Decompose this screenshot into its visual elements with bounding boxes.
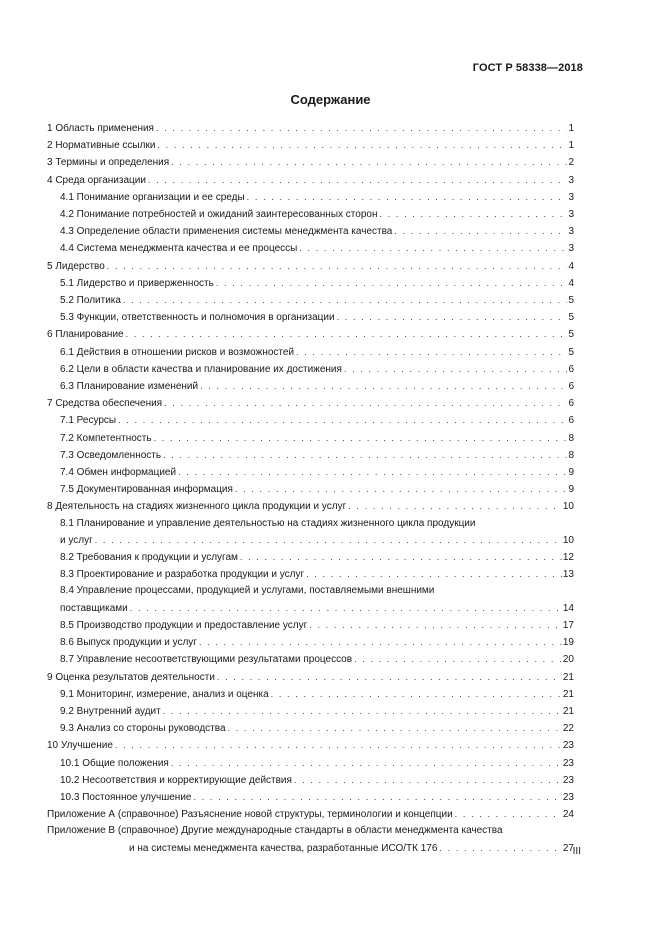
toc-entry-page: 12 <box>562 552 574 564</box>
dot-leader <box>240 549 562 565</box>
toc-entry-page: 24 <box>562 809 574 821</box>
toc-entry[interactable] <box>47 686 574 703</box>
toc-entry[interactable] <box>47 309 574 326</box>
toc-entry-label: 7 Средства обеспечения <box>47 398 163 410</box>
toc-entry[interactable] <box>47 344 574 361</box>
toc-entry-label-continuation: и услуг <box>60 534 93 546</box>
toc-entry-page: 21 <box>562 671 574 683</box>
toc-entry[interactable] <box>47 498 574 515</box>
dot-leader <box>228 720 562 736</box>
toc-entry[interactable] <box>47 566 574 583</box>
dot-leader <box>394 223 567 239</box>
toc-entry-label: 5.3 Функции, ответственность и полномочия в организации <box>60 312 335 324</box>
toc-entry-page: 23 <box>562 774 574 786</box>
toc-entry-label: 8.4 Управление процессами, продукцией и услугами, поставляемыми внешними <box>60 585 435 597</box>
toc-entry-label: 6.1 Действия в отношении рисков и возможностей <box>60 346 295 358</box>
page-number: III <box>572 846 581 857</box>
toc-entry-label: 3 Термины и определения <box>47 157 170 169</box>
toc-entry[interactable] <box>47 326 574 343</box>
dot-leader <box>156 120 567 136</box>
dot-leader <box>294 772 562 788</box>
toc-entry-label: 6.3 Планирование изменений <box>60 381 199 393</box>
toc-title: Содержание <box>290 92 371 107</box>
toc-entry-page: 6 <box>568 363 574 375</box>
toc-entry[interactable] <box>47 583 574 616</box>
toc-entry[interactable] <box>47 172 574 189</box>
toc-entry[interactable] <box>47 258 574 275</box>
toc-entry-label: 1 Область применения <box>47 123 154 134</box>
toc-entry-page: 1 <box>568 140 574 152</box>
dot-leader <box>379 206 567 222</box>
dot-leader <box>200 378 567 394</box>
toc-entry-label: 4.2 Понимание потребностей и ожиданий заинтересованных сторон <box>60 209 378 221</box>
toc-entry-page: 6 <box>568 398 574 410</box>
toc-entry[interactable] <box>47 240 574 257</box>
toc-entry[interactable] <box>47 120 574 137</box>
toc-entry-page: 9 <box>568 484 574 496</box>
toc-entry-label: 5.2 Политика <box>60 295 121 307</box>
toc-entry-label: Приложение А (справочное) Разъяснение новой структуры, терминологии и концепции <box>47 809 453 821</box>
toc-entry-label: 4 Среда организации <box>47 174 146 186</box>
toc-entry-label: 9.1 Мониторинг, измерение, анализ и оценка <box>60 688 269 700</box>
toc-entry[interactable] <box>47 669 574 686</box>
toc-entry-page: 4 <box>568 260 574 272</box>
toc-entry-page: 1 <box>568 123 574 134</box>
toc-entry-label: 8.6 Выпуск продукции и услуг <box>60 637 197 649</box>
dot-leader <box>163 703 562 719</box>
toc-entry-page: 21 <box>562 705 574 717</box>
toc-entry-label: 4.4 Система менеджмента качества и ее процессы <box>60 243 298 255</box>
dot-leader <box>455 806 562 822</box>
toc-entry[interactable] <box>47 772 574 789</box>
dot-leader <box>95 532 562 548</box>
toc-entry-label: 7.1 Ресурсы <box>60 415 117 427</box>
toc-entry-label: 7.4 Обмен информацией <box>60 467 177 479</box>
dot-leader <box>354 651 562 667</box>
toc-entry-page: 5 <box>568 312 574 324</box>
toc-entry[interactable] <box>47 703 574 720</box>
toc-entry-page: 5 <box>568 329 574 341</box>
toc-entry-page: 6 <box>568 415 574 427</box>
dot-leader <box>163 447 567 463</box>
toc-entry-page: 5 <box>568 346 574 358</box>
toc-entry-page: 21 <box>562 688 574 700</box>
toc-entry-page: 3 <box>568 209 574 221</box>
dot-leader <box>271 686 562 702</box>
toc-entry-label: 5 Лидерство <box>47 260 105 272</box>
toc-entry-label: 10 Улучшение <box>47 740 113 752</box>
toc-entry-label: Приложение В (справочное) Другие международные стандарты в области менеджмента качества <box>47 825 503 837</box>
toc-entry[interactable] <box>47 206 574 223</box>
dot-leader <box>306 566 562 582</box>
dot-leader <box>107 258 568 274</box>
toc-entry-page: 27 <box>562 842 574 854</box>
toc-entry[interactable] <box>47 412 574 429</box>
toc-entry-label: 4.1 Понимание организации и ее среды <box>60 191 245 203</box>
toc-entry-label: 8 Деятельность на стадиях жизненного цикла продукции и услуг <box>47 501 347 513</box>
toc-entry-page: 9 <box>568 467 574 479</box>
dot-leader <box>164 395 567 411</box>
toc-entry[interactable] <box>47 223 574 240</box>
toc-entry-label-continuation: поставщиками <box>60 602 128 614</box>
toc-entry-page: 2 <box>568 157 574 169</box>
toc-entry[interactable] <box>47 516 574 549</box>
toc-entry-page: 23 <box>562 757 574 769</box>
toc-entry-page: 20 <box>562 654 574 666</box>
toc-entry[interactable] <box>47 430 574 447</box>
toc-entry-label: 2 Нормативные ссылки <box>47 140 156 152</box>
toc-entry-label: 8.3 Проектирование и разработка продукции и услуг <box>60 569 305 581</box>
toc-entry-page: 8 <box>568 449 574 461</box>
dot-leader <box>157 137 567 153</box>
dot-leader <box>309 617 562 633</box>
toc-entry[interactable] <box>47 447 574 464</box>
dot-leader <box>171 154 567 170</box>
toc-entry-page: 6 <box>568 381 574 393</box>
document-code: ГОСТ Р 58338—2018 <box>472 62 583 74</box>
toc-entry-page: 14 <box>562 602 574 614</box>
dot-leader <box>299 240 567 256</box>
toc-entry[interactable] <box>47 189 574 206</box>
toc-entry-label: 8.2 Требования к продукции и услугам <box>60 552 238 564</box>
toc-entry-label: 7.5 Документированная информация <box>60 484 233 496</box>
toc-entry-page: 22 <box>562 723 574 735</box>
toc-entry-label: 8.7 Управление несоответствующими результатами процессов <box>60 654 353 666</box>
toc-entry[interactable] <box>47 154 574 171</box>
toc-entry-label: 7.3 Осведомленность <box>60 449 162 461</box>
toc-entry-label: 10.1 Общие положения <box>60 757 169 769</box>
toc-entry-page: 19 <box>562 637 574 649</box>
dot-leader <box>216 275 568 291</box>
dot-leader <box>126 326 568 342</box>
toc-entry-label: 9.3 Анализ со стороны руководства <box>60 723 226 735</box>
toc-entry-page: 10 <box>562 501 574 513</box>
dot-leader <box>171 755 562 771</box>
dot-leader <box>115 737 562 753</box>
toc-entry-page: 3 <box>568 226 574 238</box>
toc-entry-page: 23 <box>562 791 574 803</box>
toc-entry-label: 9 Оценка результатов деятельности <box>47 671 215 683</box>
toc-entry[interactable] <box>47 651 574 668</box>
toc-entry-page: 3 <box>568 174 574 186</box>
toc-entry-label: 9.2 Внутренний аудит <box>60 705 161 717</box>
toc-entry[interactable] <box>47 806 574 823</box>
toc-entry-page: 23 <box>562 740 574 752</box>
dot-leader <box>118 412 567 428</box>
toc-entry[interactable] <box>47 395 574 412</box>
toc-entry-page: 17 <box>562 619 574 631</box>
toc-entry-label: 8.5 Производство продукции и предоставление услуг <box>60 619 308 631</box>
dot-leader <box>344 361 568 377</box>
dot-leader <box>217 669 562 685</box>
dot-leader <box>148 172 568 188</box>
dot-leader <box>199 634 562 650</box>
toc-entry-page: 4 <box>568 277 574 289</box>
toc-entry-label: 4.3 Определение области применения системы менеджмента качества <box>60 226 393 238</box>
dot-leader <box>337 309 568 325</box>
toc-entry[interactable] <box>47 137 574 154</box>
toc-entry-page: 10 <box>562 534 574 546</box>
table-of-contents <box>47 120 574 857</box>
toc-entry-page: 5 <box>568 295 574 307</box>
toc-entry-page: 8 <box>568 432 574 444</box>
toc-entry-label: 7.2 Компетентность <box>60 432 152 444</box>
dot-leader <box>235 481 568 497</box>
dot-leader <box>439 840 561 856</box>
toc-entry[interactable] <box>47 789 574 806</box>
toc-entry[interactable] <box>47 481 574 498</box>
toc-entry-label: 6 Планирование <box>47 329 124 341</box>
toc-entry[interactable] <box>47 737 574 754</box>
dot-leader <box>247 189 568 205</box>
dot-leader <box>348 498 562 514</box>
toc-entry-label: 10.2 Несоответствия и корректирующие действия <box>60 774 292 786</box>
dot-leader <box>130 600 562 616</box>
toc-entry-label: 8.1 Планирование и управление деятельностью на стадиях жизненного цикла продукции <box>60 517 476 529</box>
toc-entry-page: 13 <box>562 569 574 581</box>
toc-entry-label: 6.2 Цели в области качества и планирование их достижения <box>60 363 342 375</box>
dot-leader <box>296 344 567 360</box>
dot-leader <box>154 430 568 446</box>
toc-entry[interactable] <box>47 755 574 772</box>
dot-leader <box>123 292 567 308</box>
toc-entry[interactable] <box>47 617 574 634</box>
toc-entry[interactable] <box>47 823 574 856</box>
toc-entry[interactable] <box>47 275 574 292</box>
toc-entry-page: 3 <box>568 243 574 255</box>
toc-entry-page: 3 <box>568 191 574 203</box>
dot-leader <box>193 789 561 805</box>
toc-entry[interactable] <box>47 634 574 651</box>
toc-entry[interactable] <box>47 720 574 737</box>
toc-entry-label-continuation: и на системы менеджмента качества, разработанные ИСО/ТК 176 <box>129 842 438 854</box>
toc-entry-label: 5.1 Лидерство и приверженность <box>60 277 214 289</box>
toc-entry[interactable] <box>47 549 574 566</box>
toc-entry-label: 10.3 Постоянное улучшение <box>60 791 192 803</box>
toc-entry[interactable] <box>47 361 574 378</box>
toc-entry[interactable] <box>47 292 574 309</box>
dot-leader <box>178 464 567 480</box>
toc-entry[interactable] <box>47 378 574 395</box>
toc-entry[interactable] <box>47 464 574 481</box>
